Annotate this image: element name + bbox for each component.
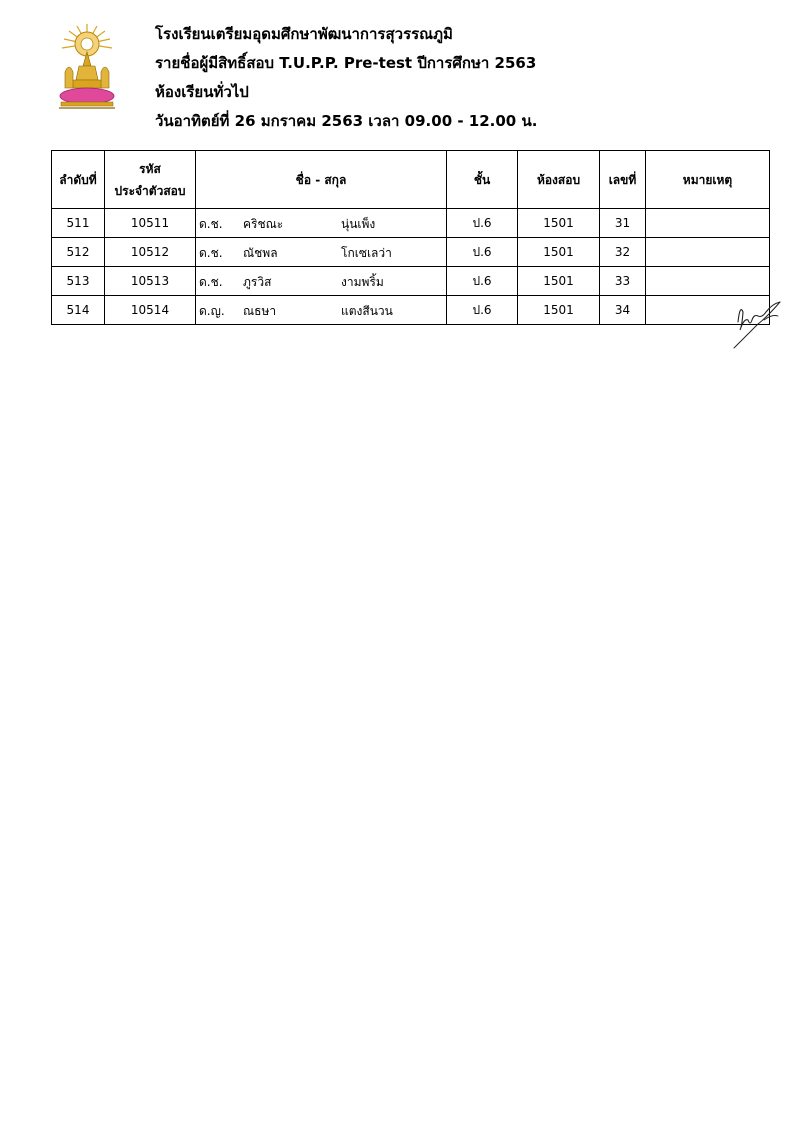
header-seat: เลขที่	[600, 151, 646, 209]
candidate-table	[51, 150, 770, 325]
document-header	[155, 20, 755, 136]
seat-cell: 34	[600, 296, 646, 325]
grade-cell: ป.6	[447, 238, 518, 267]
exam-id-cell: 10513	[105, 267, 196, 296]
table-row	[52, 209, 770, 238]
school-name: โรงเรียนเตรียมอุดมศึกษาพัฒนาการสุวรรณภูมิ	[155, 25, 453, 43]
grade-cell: ป.6	[447, 209, 518, 238]
seq-cell: 513	[52, 267, 105, 296]
header-exam-id	[105, 151, 196, 209]
first-name: ภูรวิส	[243, 275, 272, 289]
header-exam-id-line2: ประจำตัวสอบ	[114, 183, 186, 198]
note-cell	[646, 238, 770, 267]
table-row	[52, 296, 770, 325]
table-header-row	[52, 151, 770, 209]
name-title: ด.ช.	[199, 217, 223, 231]
seq-cell: 514	[52, 296, 105, 325]
header-name: ชื่อ - สกุล	[196, 151, 447, 209]
name-title: ด.ช.	[199, 275, 223, 289]
name-cell	[196, 296, 447, 325]
table-row	[52, 267, 770, 296]
exam-id-cell: 10511	[105, 209, 196, 238]
header-room: ห้องสอบ	[518, 151, 600, 209]
header-note: หมายเหตุ	[646, 151, 770, 209]
room-cell: 1501	[518, 267, 600, 296]
seq-cell: 511	[52, 209, 105, 238]
seat-cell: 33	[600, 267, 646, 296]
exam-date-time: วันอาทิตย์ที่ 26 มกราคม 2563 เวลา 09.00 - 12.00 น.	[155, 112, 538, 130]
room-cell: 1501	[518, 296, 600, 325]
first-name: ณัชพล	[243, 246, 278, 260]
name-title: ด.ช.	[199, 246, 223, 260]
last-name: นุ่นเพ็ง	[341, 217, 376, 231]
room-type: ห้องเรียนทั่วไป	[155, 83, 249, 101]
list-title: รายชื่อผู้มีสิทธิ์สอบ T.U.P.P. Pre-test ปีการศึกษา 2563	[155, 54, 537, 72]
seat-cell: 31	[600, 209, 646, 238]
note-cell	[646, 209, 770, 238]
header-seq: ลำดับที่	[52, 151, 105, 209]
name-cell	[196, 267, 447, 296]
room-cell: 1501	[518, 209, 600, 238]
header-grade: ชั้น	[447, 151, 518, 209]
name-title: ด.ญ.	[199, 304, 225, 318]
name-cell	[196, 209, 447, 238]
grade-cell: ป.6	[447, 296, 518, 325]
school-emblem-logo	[55, 22, 119, 112]
exam-id-cell: 10512	[105, 238, 196, 267]
seq-cell: 512	[52, 238, 105, 267]
name-cell	[196, 238, 447, 267]
exam-id-cell: 10514	[105, 296, 196, 325]
last-name: โกเซเลว่า	[341, 246, 392, 260]
handwritten-signature	[728, 290, 784, 352]
table-row	[52, 238, 770, 267]
header-exam-id-line1: รหัส	[139, 161, 161, 176]
grade-cell: ป.6	[447, 267, 518, 296]
room-cell: 1501	[518, 238, 600, 267]
seat-cell: 32	[600, 238, 646, 267]
last-name: แตงสีนวน	[341, 304, 393, 318]
last-name: งามพริ้ม	[341, 275, 384, 289]
first-name: ณธษา	[243, 304, 277, 318]
first-name: คริชณะ	[243, 217, 284, 231]
